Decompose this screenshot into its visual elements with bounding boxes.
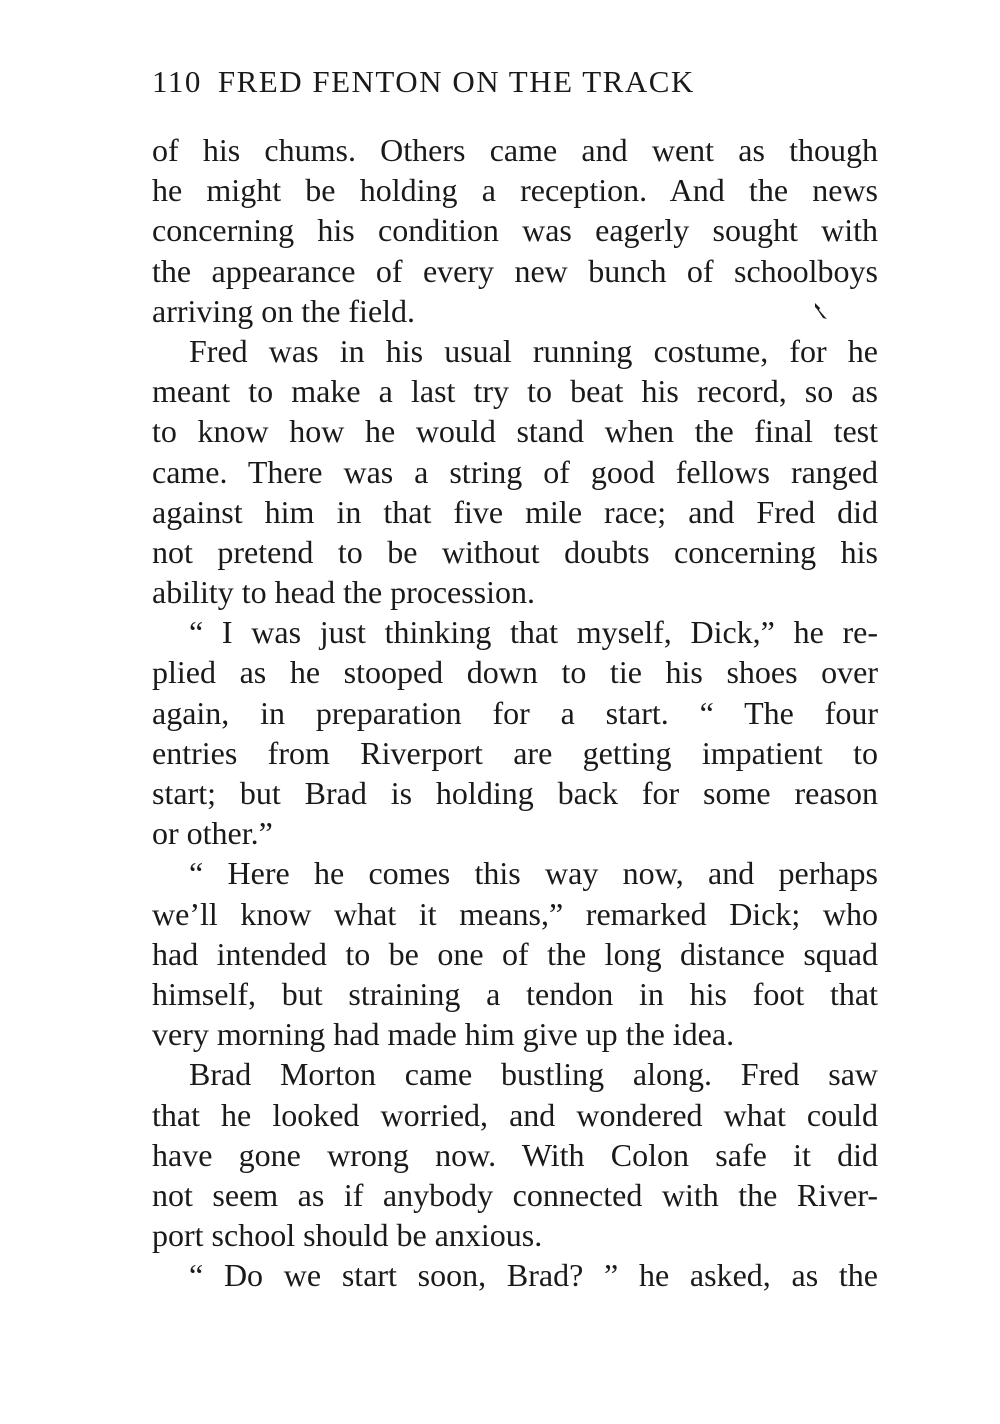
text-line: he might be holding a reception. And the news [152,172,878,209]
text-line: very morning had made him give up the idea. [152,1016,735,1053]
text-line: entries from Riverport are getting impatient to [152,734,878,771]
text-line: of his chums. Others came and went as though [152,132,878,168]
text-line: again, in preparation for a start. “ The four [152,694,878,731]
page-number: 110 [152,64,202,99]
running-title: FRED FENTON ON THE TRACK [217,64,695,99]
text-line: we’ll know what it means,” remarked Dick; who [152,895,878,932]
text-line: “ I was just thinking that myself, Dick,” he re- [189,614,878,651]
text-line: plied as he stooped down to tie his shoes over [152,654,878,691]
text-line: “ Here he comes this way now, and perhaps [189,855,878,892]
text-line: or other.” [152,815,273,852]
text-line: meant to make a last try to beat his record, so as [152,373,878,410]
text-line: “ Do we start soon, Brad? ” he asked, as the [189,1257,878,1294]
text-line: against him in that five mile race; and Fred did [152,493,878,530]
text-line: not pretend to be without doubts concerning his [152,533,878,570]
text-line: to know how he would stand when the final test [152,413,878,450]
text-line: Fred was in his usual running costume, for he [189,332,878,369]
text-line: concerning his condition was eagerly sought with [152,212,878,249]
text-line: the appearance of every new bunch of schoolboys [152,252,878,289]
text-line: came. There was a string of good fellows ranged [152,453,878,490]
text-line: ability to head the procession. [152,574,536,611]
text-line: start; but Brad is holding back for some reason [152,775,878,811]
running-head [152,62,882,102]
text-line: Brad Morton came bustling along. Fred saw [189,1056,878,1093]
text-line: that he looked worried, and wondered what could [152,1096,878,1133]
ink-speck [814,302,828,320]
text-line: himself, but straining a tendon in his foot that [152,975,878,1012]
body-text [152,130,878,1295]
text-line: arriving on the field. [152,292,416,329]
text-line: have gone wrong now. With Colon safe it did [152,1136,878,1173]
text-line: had intended to be one of the long distance squad [152,935,878,972]
text-line: not seem as if anybody connected with the River- [152,1176,878,1213]
text-line: port school should be anxious. [152,1217,543,1254]
